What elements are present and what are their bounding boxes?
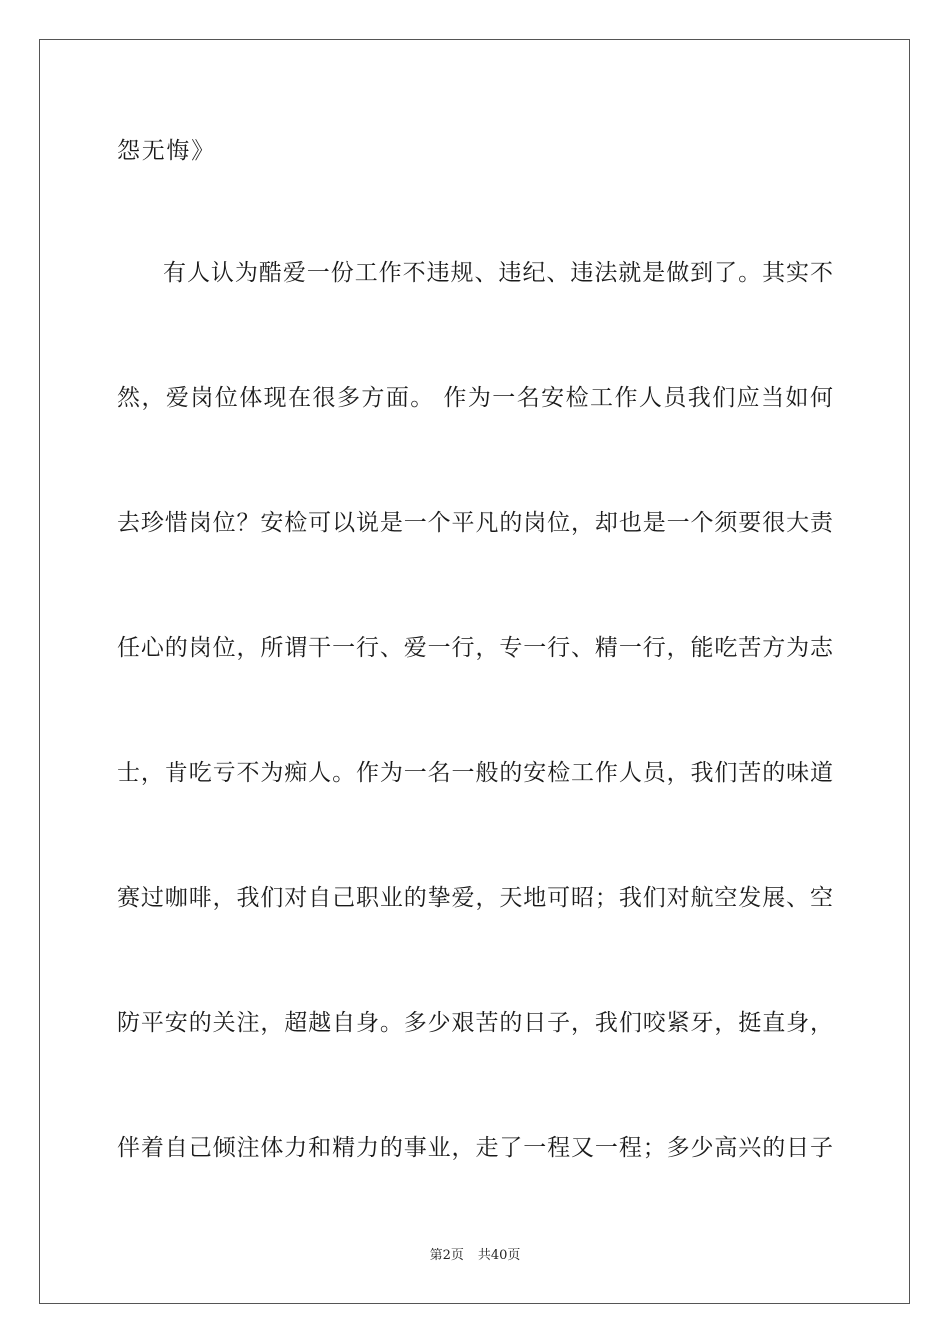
total-pages: 共40页 bbox=[477, 1248, 521, 1263]
text-line-9: 伴着自己倾注体力和精力的事业，走了一程又一程；多少高兴的日子 bbox=[117, 1135, 833, 1161]
text-line-4: 去珍惜岗位？安检可以说是一个平凡的岗位，却也是一个须要很大责 bbox=[117, 510, 833, 536]
page-border bbox=[39, 39, 910, 1304]
text-line-1: 怨无悔》 bbox=[117, 138, 216, 164]
page-number: 第2页 bbox=[429, 1248, 464, 1263]
text-line-6: 士，肯吃亏不为痴人。作为一名一般的安检工作人员，我们苦的味道 bbox=[117, 760, 833, 786]
text-line-3: 然，爱岗位体现在很多方面。 作为一名安检工作人员我们应当如何 bbox=[117, 385, 833, 411]
page-footer bbox=[0, 1247, 950, 1265]
text-line-5: 任心的岗位，所谓干一行、爱一行，专一行、精一行，能吃苦方为志 bbox=[117, 635, 833, 661]
text-line-8: 防平安的关注，超越自身。多少艰苦的日子，我们咬紧牙，挺直身， bbox=[117, 1010, 833, 1036]
text-line-7: 赛过咖啡，我们对自己职业的挚爱，天地可昭；我们对航空发展、空 bbox=[117, 885, 833, 911]
text-line-2: 有人认为酷爱一份工作不违规、违纪、违法就是做到了。其实不 bbox=[163, 260, 833, 286]
